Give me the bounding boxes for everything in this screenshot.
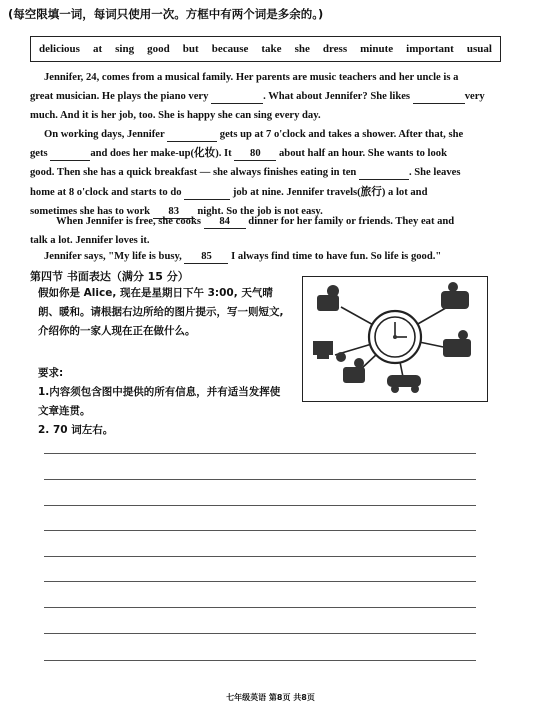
answer-blank[interactable] <box>359 167 409 180</box>
word-bank-item: she <box>294 43 310 55</box>
writing-line[interactable] <box>44 530 476 531</box>
family-activities-illustration <box>303 277 487 401</box>
requirements: 要求: <box>38 367 64 379</box>
answer-blank-85[interactable]: 85 <box>184 251 228 264</box>
answer-blank-84[interactable]: 84 <box>204 216 246 229</box>
word-bank-item: important <box>406 43 454 55</box>
word-bank-item: delicious <box>39 43 80 55</box>
passage-paragraph-2: On working days, Jennifer gets up at 7 o'clock and takes a shower. After that, she gets and does her make-up(化妆). It 80 about half an hour. She wants to look good. Then she has a quick breakfast — she always finishes eating in ten . She leaves home at 8 o'clock and starts to do job at nine. Jennifer travels(旅行) a lot and sometimes she has to work 83 night. So the job is not easy. <box>30 129 464 217</box>
word-bank-item: because <box>211 43 249 55</box>
word-bank-item: take <box>261 43 282 55</box>
writing-line[interactable] <box>44 660 476 661</box>
passage-paragraph-3: When Jennifer is free, she cooks 84 dinner for her family or friends. They eat and talk a lot. Jennifer loves it. <box>30 216 455 247</box>
writing-line[interactable] <box>44 453 476 454</box>
fill-instruction: (每空限填一词，每词只使用一次。方框中有两个词是多余的。) <box>8 7 324 21</box>
answer-blank[interactable] <box>184 187 230 200</box>
passage-paragraph-4: Jennifer says, "My life is busy, 85 I always find time to have fun. So life is good." <box>44 251 442 262</box>
writing-line[interactable] <box>44 581 476 582</box>
word-bank-item: at <box>92 43 103 55</box>
word-bank-item: sing <box>115 43 135 55</box>
requirements-list: 1.内容须包含图中提供的所有信息，并有适当发挥使 文章连贯。 2. 70 词左右。 <box>38 386 281 436</box>
answer-blank[interactable] <box>167 129 217 142</box>
passage-paragraph-1: Jennifer, 24, comes from a musical family. Her parents are music teachers and her uncle is a great musician. He plays the piano very . What about Jennifer? She likes very much. And it is her job, too. She is happy she can sing every day. <box>30 72 485 122</box>
answer-blank[interactable] <box>211 91 263 104</box>
word-bank-item: minute <box>360 43 394 55</box>
answer-blank[interactable] <box>413 91 465 104</box>
writing-line[interactable] <box>44 505 476 506</box>
writing-prompt: 假如你是 Alice, 现在是星期日下午 3:00, 天气晴 朗、暖和。请根据右边所给的图片提示，写一则短文, 介绍你的一家人现在正在做什么。 <box>38 287 284 337</box>
answer-blank-80[interactable]: 80 <box>234 148 276 161</box>
family-activities-picture <box>302 276 488 402</box>
writing-line[interactable] <box>44 479 476 480</box>
word-bank-box <box>30 36 501 62</box>
answer-blank-83[interactable]: 83 <box>153 206 195 219</box>
writing-line[interactable] <box>44 607 476 608</box>
page-footer: 七年级英语 第8页 共8页 <box>226 693 315 702</box>
word-bank-item: usual <box>466 43 492 55</box>
word-bank-item: dress <box>322 43 348 55</box>
section-title: 第四节 书面表达（满分 15 分） <box>30 270 189 283</box>
word-bank-item: good <box>147 43 170 55</box>
writing-line[interactable] <box>44 633 476 634</box>
writing-line[interactable] <box>44 556 476 557</box>
answer-blank[interactable] <box>50 148 90 161</box>
word-bank-item: but <box>182 43 199 55</box>
